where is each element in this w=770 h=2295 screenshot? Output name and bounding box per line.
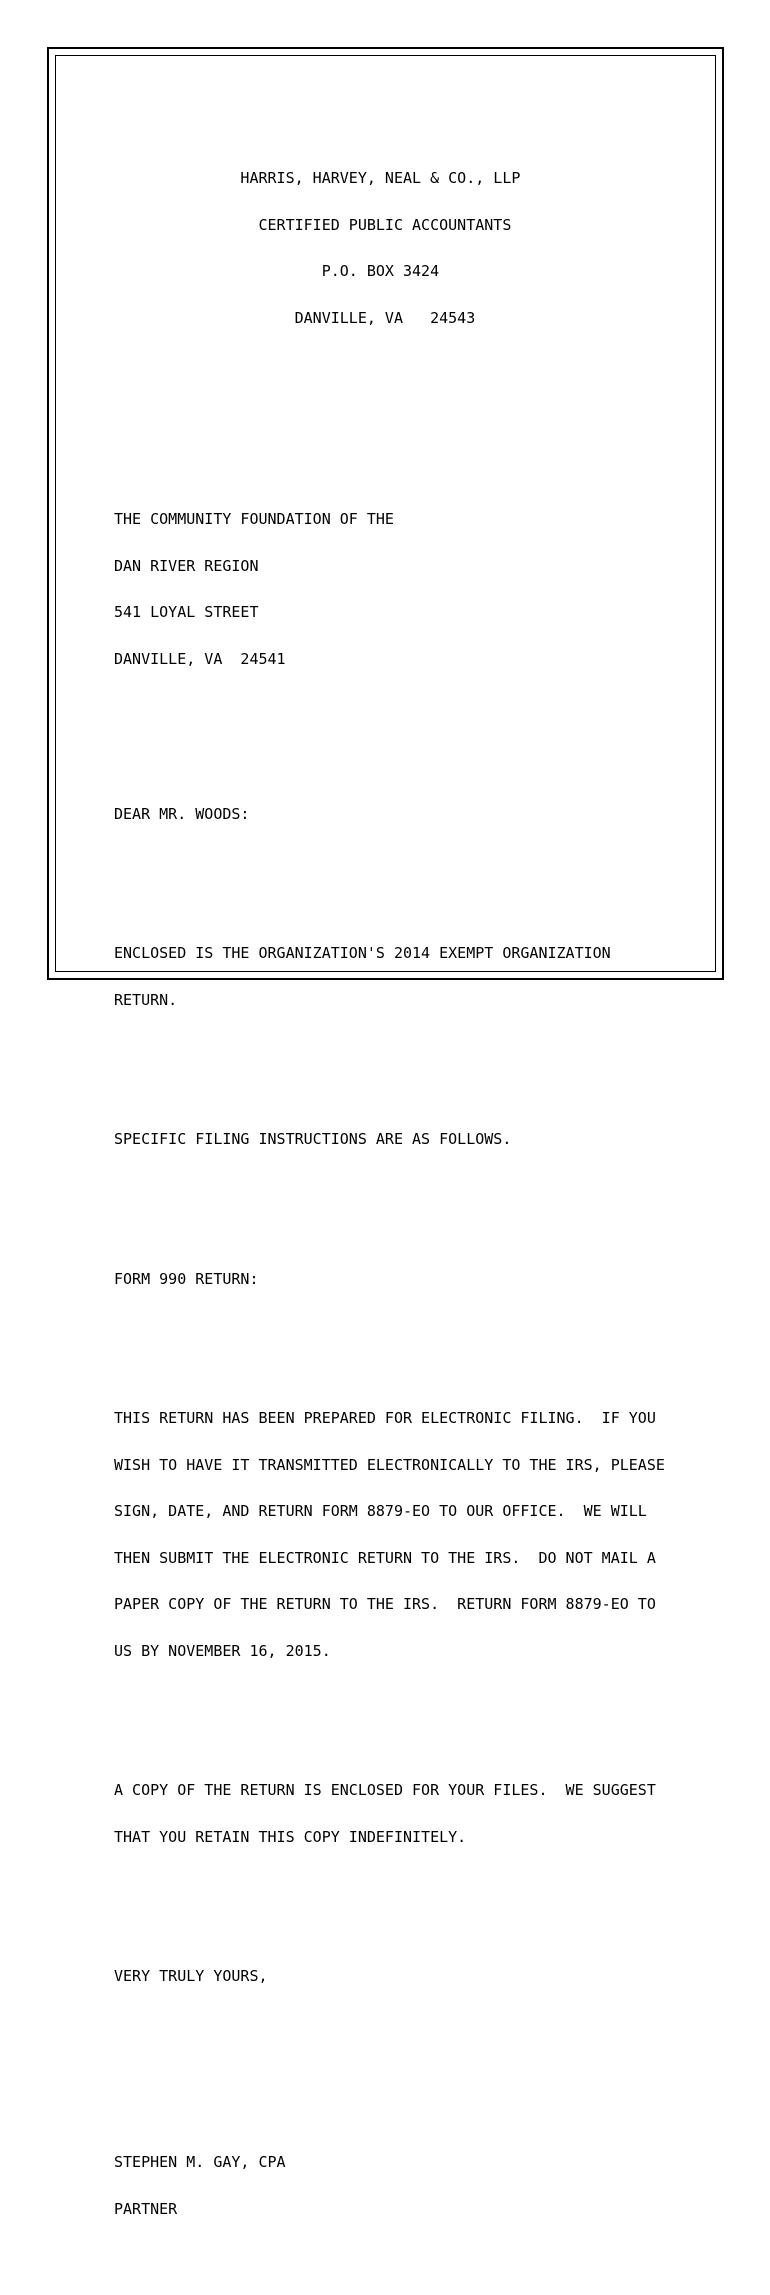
recipient-address (114, 481, 665, 698)
paragraph-line: PAPER COPY OF THE RETURN TO THE IRS. RETURN FORM 8879-EO TO (114, 1595, 656, 1613)
firm-city-state-zip: DANVILLE, VA 24543 (294, 308, 476, 327)
recipient-address-line: 541 LOYAL STREET (114, 603, 259, 621)
recipient-address-line: DANVILLE, VA 24541 (114, 649, 286, 668)
complimentary-close: VERY TRULY YOURS, (114, 1967, 268, 1985)
salutation-block (114, 776, 665, 854)
paragraph-line: WISH TO HAVE IT TRANSMITTED ELECTRONICALLY TO THE IRS, PLEASE (114, 1455, 665, 1474)
paragraph-line: FORM 990 RETURN: (114, 1269, 259, 1288)
firm-name: HARRIS, HARVEY, NEAL & CO., LLP (240, 169, 521, 187)
letterhead (114, 140, 665, 357)
letter-body (114, 94, 665, 2295)
body-paragraph (114, 915, 665, 1039)
body-paragraph (114, 1241, 665, 1319)
signer-title: PARTNER (114, 2199, 178, 2218)
paragraph-line: ENCLOSED IS THE ORGANIZATION'S 2014 EXEMPT ORGANIZATION (114, 944, 611, 962)
body-paragraph (114, 1101, 665, 1179)
salutation: DEAR MR. WOODS: (114, 804, 250, 823)
paragraph-line: A COPY OF THE RETURN IS ENCLOSED FOR YOUR FILES. WE SUGGEST (114, 1781, 656, 1799)
body-paragraph (114, 1380, 665, 1690)
paragraph-line: SPECIFIC FILING INSTRUCTIONS ARE AS FOLLOWS. (114, 1130, 512, 1148)
paragraph-line: THAT YOU RETAIN THIS COPY INDEFINITELY. (114, 1827, 467, 1846)
closing-block (114, 1938, 665, 2016)
paragraph-line: US BY NOVEMBER 16, 2015. (114, 1641, 331, 1660)
signer-name: STEPHEN M. GAY, CPA (114, 2153, 286, 2171)
firm-designation: CERTIFIED PUBLIC ACCOUNTANTS (258, 215, 512, 234)
body-paragraph (114, 1752, 665, 1876)
firm-po-box: P.O. BOX 3424 (321, 262, 440, 280)
recipient-address-line: DAN RIVER REGION (114, 556, 259, 575)
paragraph-line: SIGN, DATE, AND RETURN FORM 8879-EO TO OUR OFFICE. WE WILL (114, 1502, 647, 1520)
signature-block (114, 2124, 665, 2248)
paragraph-line: THIS RETURN HAS BEEN PREPARED FOR ELECTRONIC FILING. IF YOU (114, 1409, 656, 1427)
paragraph-line: THEN SUBMIT THE ELECTRONIC RETURN TO THE IRS. DO NOT MAIL A (114, 1548, 656, 1567)
recipient-address-line: THE COMMUNITY FOUNDATION OF THE (114, 510, 394, 528)
paragraph-line: RETURN. (114, 990, 178, 1009)
